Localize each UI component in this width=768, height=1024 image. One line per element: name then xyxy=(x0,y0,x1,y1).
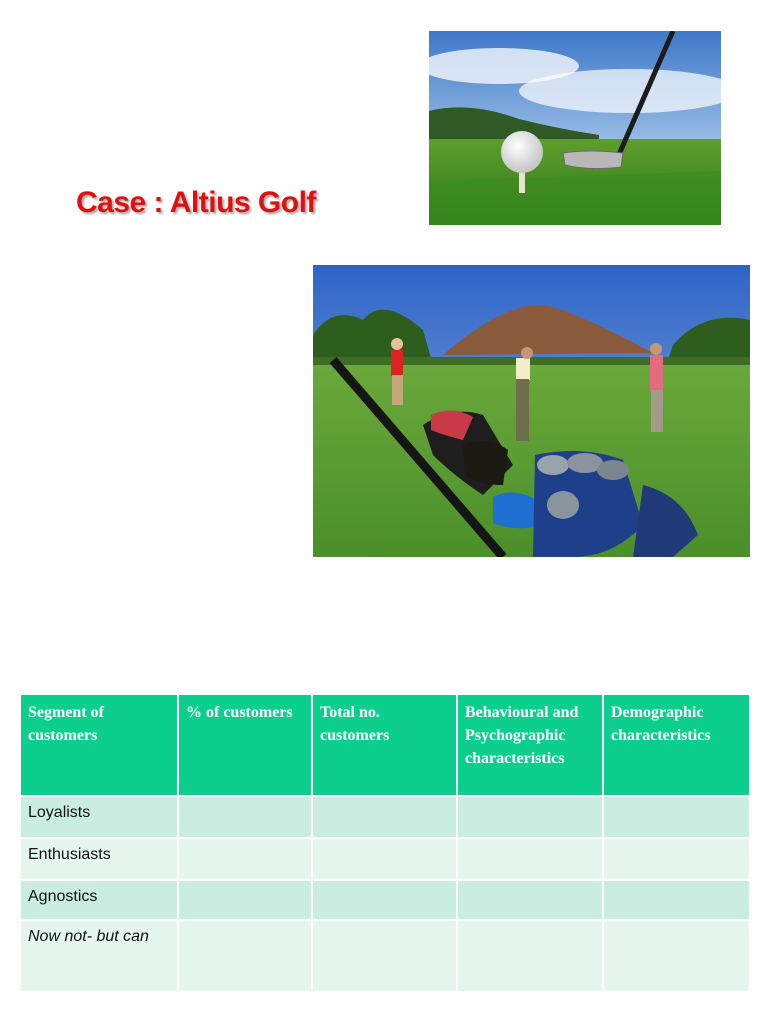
empty-cell xyxy=(178,796,312,838)
golf-ball-and-club-icon xyxy=(429,31,721,225)
empty-cell xyxy=(603,920,750,992)
table-row xyxy=(20,838,750,880)
empty-cell xyxy=(312,880,457,920)
header-percent: % of customers xyxy=(178,694,312,796)
empty-cell xyxy=(178,920,312,992)
table-row xyxy=(20,796,750,838)
empty-cell xyxy=(457,838,603,880)
empty-cell xyxy=(603,880,750,920)
empty-cell xyxy=(457,920,603,992)
page-title: Case : Altius Golf xyxy=(76,186,316,219)
empty-cell xyxy=(312,920,457,992)
empty-cell xyxy=(603,796,750,838)
table-header-row xyxy=(20,694,750,796)
table-row xyxy=(20,920,750,992)
header-demographic: Demographic characteristics xyxy=(603,694,750,796)
empty-cell xyxy=(178,880,312,920)
header-total: Total no. customers xyxy=(312,694,457,796)
segment-table xyxy=(19,693,751,993)
empty-cell xyxy=(178,838,312,880)
empty-cell xyxy=(312,796,457,838)
empty-cell xyxy=(457,796,603,838)
header-behavioural: Behavioural and Psychographic characteristics xyxy=(457,694,603,796)
empty-cell xyxy=(312,838,457,880)
table-row xyxy=(20,880,750,920)
header-segment: Segment of customers xyxy=(20,694,178,796)
segment-cell: Enthusiasts xyxy=(20,838,178,880)
golf-course-players-icon xyxy=(313,265,750,557)
segment-cell: Agnostics xyxy=(20,880,178,920)
segment-cell: Loyalists xyxy=(20,796,178,838)
empty-cell xyxy=(603,838,750,880)
segment-cell: Now not- but can xyxy=(20,920,178,992)
empty-cell xyxy=(457,880,603,920)
